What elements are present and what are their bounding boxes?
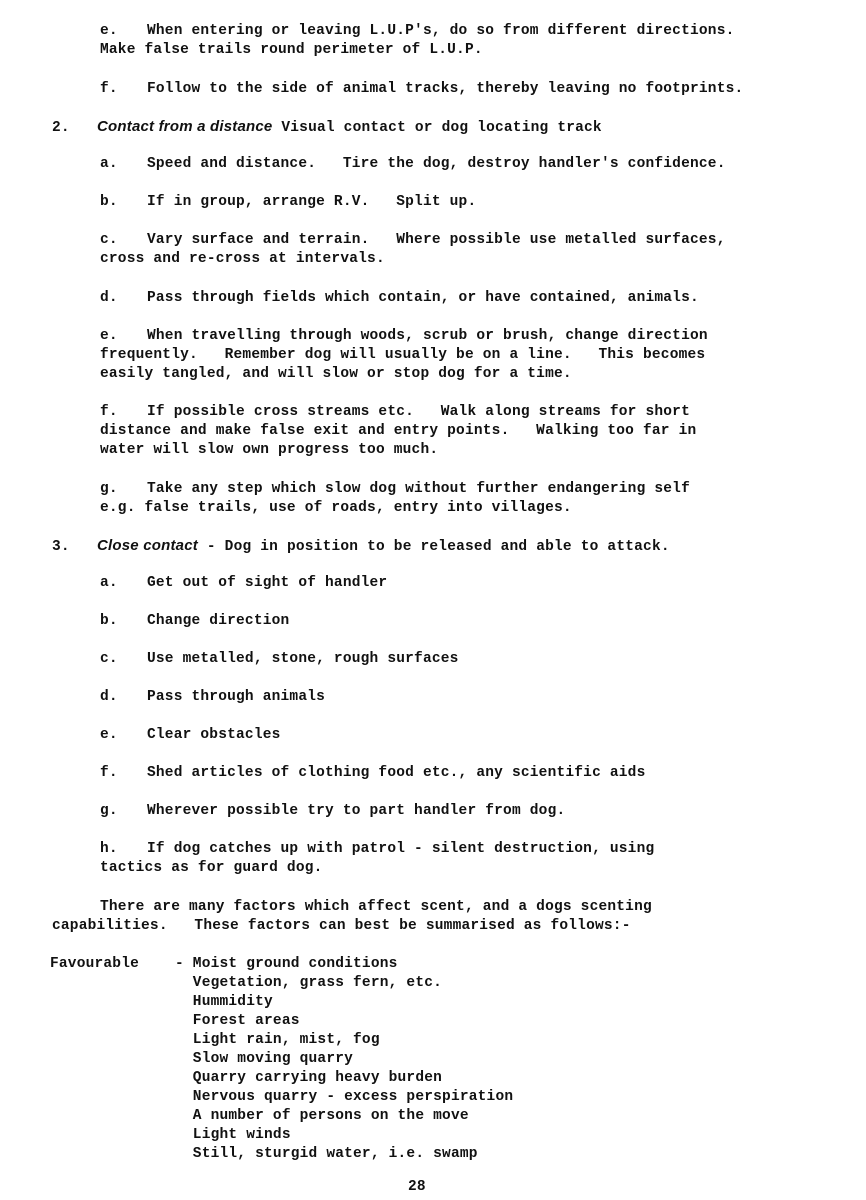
item-2e-line1: e. When travelling through woods, scrub or brush, change direction: [100, 328, 708, 344]
list-item: Quarry carrying heavy burden: [175, 1070, 443, 1086]
item-3f: f. Shed articles of clothing food etc., any scientific aids: [100, 765, 646, 781]
item-2f-line2: distance and make false exit and entry points. Walking too far in: [100, 423, 697, 439]
list-item: Light rain, mist, fog: [175, 1032, 380, 1048]
item-2e-line3: easily tangled, and will slow or stop dog for a time.: [100, 366, 572, 382]
favourable-label: Favourable: [50, 956, 140, 972]
item-1f-line1: f. Follow to the side of animal tracks, thereby leaving no footprints.: [100, 81, 744, 97]
item-3c: c. Use metalled, stone, rough surfaces: [100, 651, 459, 667]
section-3-heading: [52, 536, 670, 557]
list-item: Nervous quarry - excess perspiration: [175, 1089, 514, 1105]
item-2c-line1: c. Vary surface and terrain. Where possible use metalled surfaces,: [100, 232, 726, 248]
item-2a: a. Speed and distance. Tire the dog, destroy handler's confidence.: [100, 156, 726, 172]
item-3d: d. Pass through animals: [100, 689, 326, 705]
item-2b: b. If in group, arrange R.V. Split up.: [100, 194, 477, 210]
item-3g: g. Wherever possible try to part handler from dog.: [100, 803, 566, 819]
list-item: A number of persons on the move: [175, 1108, 469, 1124]
item-3b: b. Change direction: [100, 613, 290, 629]
section-title: Contact from a distance: [97, 118, 273, 135]
item-label: f.: [100, 81, 118, 97]
item-3a: a. Get out of sight of handler: [100, 575, 388, 591]
item-3h-line2: tactics as for guard dog.: [100, 860, 323, 876]
list-item: Hummidity: [175, 994, 273, 1010]
list-item: Vegetation, grass fern, etc.: [175, 975, 443, 991]
item-1e-line2: Make false trails round perimeter of L.U.P.: [100, 42, 483, 58]
list-item: Light winds: [175, 1127, 291, 1143]
item-1e-line1: e. When entering or leaving L.U.P's, do so from different directions.: [100, 23, 735, 39]
section-number: 3.: [52, 539, 70, 555]
list-item: Slow moving quarry: [175, 1051, 354, 1067]
item-3h-line1: h. If dog catches up with patrol - silent destruction, using: [100, 841, 655, 857]
section-number: 2.: [52, 120, 70, 136]
section-title: Close contact: [97, 537, 198, 554]
section-2-heading: [52, 117, 602, 138]
item-2g-line2: e.g. false trails, use of roads, entry into villages.: [100, 500, 572, 516]
item-label: e.: [100, 23, 118, 39]
list-item: - Moist ground conditions: [175, 956, 398, 972]
item-3e: e. Clear obstacles: [100, 727, 281, 743]
list-item: Forest areas: [175, 1013, 300, 1029]
section-description: Visual contact or dog locating track: [272, 120, 602, 136]
page-number: 28: [408, 1179, 426, 1195]
summary-line2: capabilities. These factors can best be summarised as follows:-: [52, 918, 631, 934]
item-2d: d. Pass through fields which contain, or have contained, animals.: [100, 290, 699, 306]
item-2g-line1: g. Take any step which slow dog without further endangering self: [100, 481, 690, 497]
item-2e-line2: frequently. Remember dog will usually be on a line. This becomes: [100, 347, 706, 363]
section-description: - Dog in position to be released and able to attack.: [197, 539, 670, 555]
item-2f-line1: f. If possible cross streams etc. Walk along streams for short: [100, 404, 690, 420]
favourable-list: [175, 955, 513, 1164]
summary-line1: There are many factors which affect scent, and a dogs scenting: [100, 899, 652, 915]
list-item: Still, sturgid water, i.e. swamp: [175, 1146, 478, 1162]
item-2f-line3: water will slow own progress too much.: [100, 442, 439, 458]
item-2c-line2: cross and re-cross at intervals.: [100, 251, 385, 267]
